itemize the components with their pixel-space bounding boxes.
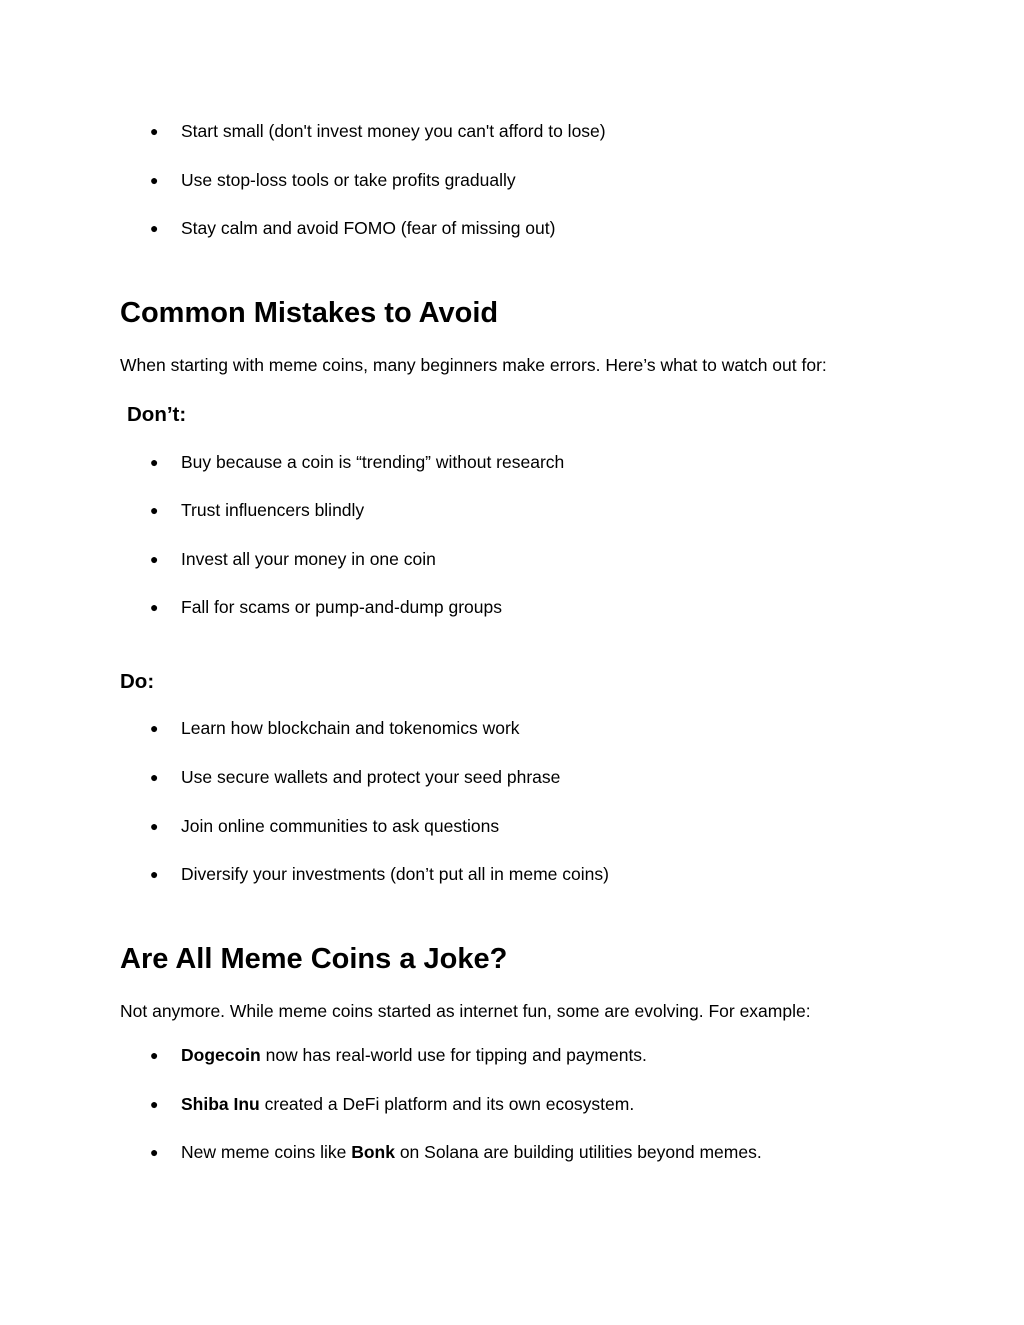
section-intro-mistakes: When starting with meme coins, many beginners make errors. Here’s what to watch out for: [120, 355, 827, 375]
list-item-text: Stay calm and avoid FOMO (fear of missing out) [181, 218, 556, 238]
list-item [0, 765, 900, 789]
list-item [0, 216, 900, 240]
bullet-icon: ● [150, 866, 159, 882]
bullet-icon: ● [150, 172, 159, 188]
list-item [0, 450, 900, 474]
bullet-icon: ● [150, 769, 159, 785]
text-run: created a DeFi platform and its own ecosystem. [259, 1094, 635, 1114]
bullet-icon: ● [150, 551, 159, 567]
list-item [0, 862, 900, 886]
list-item [0, 716, 900, 740]
list-item [0, 498, 900, 522]
bullet-icon: ● [150, 720, 159, 736]
bullet-icon: ● [150, 1096, 159, 1112]
text-run: on Solana are building utilities beyond memes. [394, 1142, 762, 1162]
list-item-text: Invest all your money in one coin [181, 549, 436, 569]
dont-heading: Don’t: [127, 403, 187, 426]
do-heading: Do: [120, 670, 155, 693]
list-item [0, 814, 900, 838]
list-item-text: Diversify your investments (don’t put all in meme coins) [181, 864, 609, 884]
bullet-icon: ● [150, 599, 159, 615]
list-item-text: Use stop-loss tools or take profits gradually [181, 170, 516, 190]
bullet-icon: ● [150, 123, 159, 139]
text-run: New meme coins like [181, 1142, 352, 1162]
list-item-text [181, 1092, 634, 1116]
list-item-text: Buy because a coin is “trending” without research [181, 452, 565, 472]
bullet-icon: ● [150, 220, 159, 236]
section-heading-joke: Are All Meme Coins a Joke? [120, 943, 508, 975]
bullet-icon: ● [150, 502, 159, 518]
list-item-text [181, 1043, 647, 1067]
list-item [0, 595, 900, 619]
list-item-text: Learn how blockchain and tokenomics work [181, 718, 520, 738]
list-item-text: Start small (don't invest money you can't afford to lose) [181, 121, 606, 141]
bullet-icon: ● [150, 1047, 159, 1063]
text-run: now has real-world use for tipping and payments. [260, 1045, 647, 1065]
list-item-text: Fall for scams or pump-and-dump groups [181, 597, 502, 617]
list-item [0, 168, 900, 192]
coin-name-bold: Dogecoin [181, 1045, 261, 1065]
list-item [0, 1140, 900, 1164]
list-item-text: Trust influencers blindly [181, 500, 365, 520]
bullet-icon: ● [150, 818, 159, 834]
coin-name-bold: Bonk [351, 1142, 395, 1162]
coin-name-bold: Shiba Inu [181, 1094, 260, 1114]
section-intro-joke: Not anymore. While meme coins started as internet fun, some are evolving. For example: [120, 1001, 811, 1021]
list-item [0, 1092, 900, 1116]
list-item-text: Join online communities to ask questions [181, 816, 500, 836]
list-item [0, 547, 900, 571]
bullet-icon: ● [150, 1144, 159, 1160]
list-item-text [181, 1140, 762, 1164]
bullet-icon: ● [150, 454, 159, 470]
list-item [0, 119, 900, 143]
list-item [0, 1043, 900, 1067]
section-heading-mistakes: Common Mistakes to Avoid [120, 297, 499, 329]
list-item-text: Use secure wallets and protect your seed phrase [181, 767, 561, 787]
